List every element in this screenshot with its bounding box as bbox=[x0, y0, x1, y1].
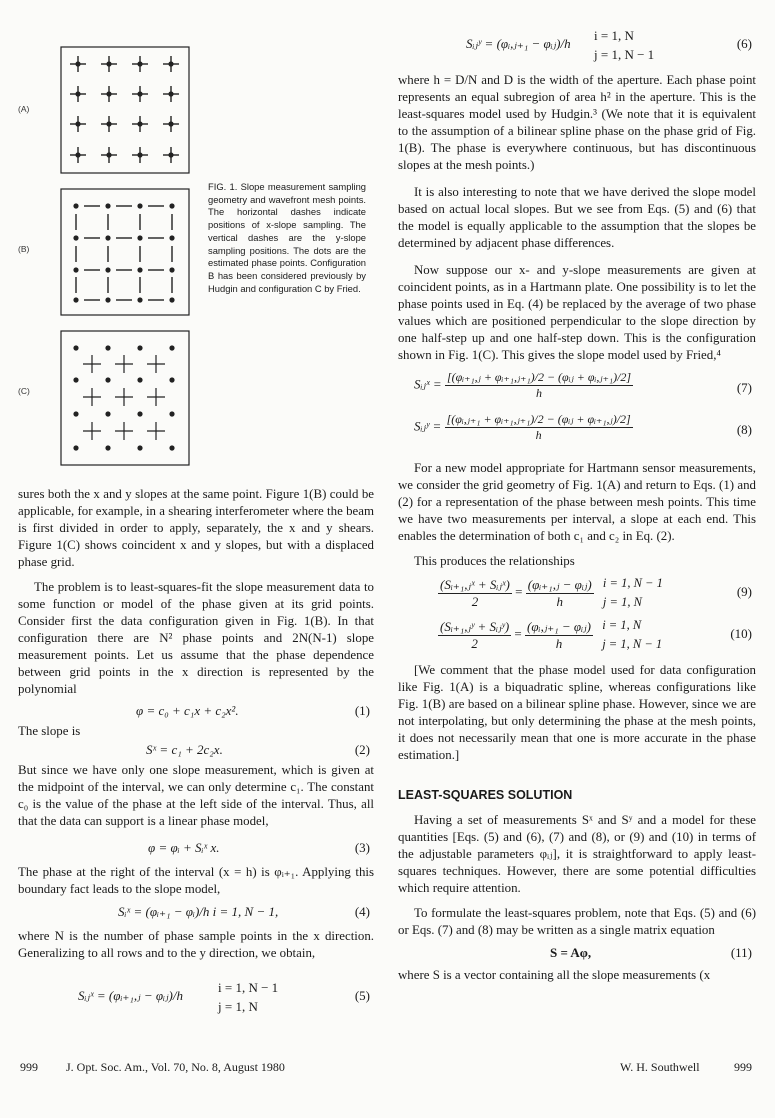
phase-point bbox=[137, 61, 142, 66]
left-paragraph-1: sures both the x and y slopes at the same point. Figure 1(B) could be applicable, for example, in a shearing interferometer where the beam is first divided in order to apply, separately, the x and y shears. Figure 1(C) shows coincident x and y slopes, but with a displaced phase grid. bbox=[18, 487, 374, 569]
right-paragraph-7: Having a set of measurements Sˣ and Sʸ and a model for these quantities [Eqs. (5) and (6), (7) and (8), or (9) and (10) in terms of the adjustable parameters φᵢⱼ], it is straightforward to apply least-squares techniques. However, there are some potential difficulties which require attention. bbox=[398, 813, 756, 895]
footer-author: W. H. Southwell bbox=[620, 1060, 700, 1074]
equation-10-rhs-denominator: h bbox=[555, 635, 563, 651]
right-paragraph-8: To formulate the least-squares problem, note that Eqs. (5) and (6) or Eqs. (7) and (8) may be written as a single matrix equation bbox=[398, 906, 756, 937]
equation-1 bbox=[18, 703, 374, 723]
equation-9-cond-2: j = 1, N bbox=[602, 595, 642, 609]
phase-point bbox=[169, 445, 174, 450]
phase-point bbox=[105, 345, 110, 350]
equation-6-lhs: Sᵢⱼʸ = (φᵢ,ⱼ₊₁ − φᵢⱼ)/h bbox=[466, 36, 571, 51]
phase-point bbox=[137, 152, 142, 157]
phase-point bbox=[73, 345, 78, 350]
phase-point bbox=[169, 411, 174, 416]
phase-point bbox=[169, 297, 174, 302]
equation-11 bbox=[398, 945, 756, 965]
phase-point bbox=[73, 203, 78, 208]
phase-point bbox=[137, 121, 142, 126]
equation-2 bbox=[18, 742, 374, 762]
left-paragraph-2: The problem is to least-squares-fit the slope measurement data to some function or model of the phase given at its grid points. Consider first the data configuration given in Fig. 1(B). In that configuration there are N² phase points and 2N(N-1) slope measurement points. Let us assume that the phase dependence between grid points in the x direction is represented by the polynomial bbox=[18, 580, 374, 696]
equation-3 bbox=[18, 840, 374, 860]
figure-panel-a bbox=[60, 46, 190, 174]
equation-6-cond-2: j = 1, N − 1 bbox=[594, 47, 655, 62]
phase-point bbox=[169, 345, 174, 350]
figure-caption: FIG. 1. Slope measurement sampling geometry and wavefront mesh points. The horizontal dashes indicate positions of x-slope sampling. The vertical dashes are the y-slope sampling positions. The dots are the estimated phase points. Configuration B has been considered previously by Hudgin and configuration C by Fried. bbox=[208, 181, 366, 294]
phase-point bbox=[105, 235, 110, 240]
phase-point bbox=[106, 121, 111, 126]
phase-point bbox=[75, 121, 80, 126]
equation-10-body: $\frac{\text{(Sᵢ₊₁,ⱼʸ + Sᵢⱼʸ)}}{2}$ = $\frac{\text{(φᵢ,ⱼ₊₁ − φᵢⱼ)}}{h}$ i = 1, N j = 1, N − 1 bbox=[438, 616, 662, 654]
left-paragraph-5: The phase at the right of the interval (x = h) is φᵢ₊₁. Applying this boundary fact leads to the slope model, bbox=[18, 865, 374, 896]
right-paragraph-5: This produces the relationships bbox=[414, 554, 575, 568]
phase-point bbox=[73, 297, 78, 302]
equation-9-rhs-numerator: (φᵢ₊₁,ⱼ − φᵢⱼ) bbox=[527, 576, 592, 592]
equation-6 bbox=[398, 24, 756, 64]
equation-8-denominator: h bbox=[535, 428, 542, 442]
equation-5-cond-2: j = 1, N bbox=[218, 999, 258, 1014]
right-paragraph-6: [We comment that the phase model used for data configuration like Fig. 1(A) is a biquadratic spline, whereas configurations like Fig. 1(B) are based on a bilinear spline phase. However, since we are not interpolating, but only determining the phase at the mesh points, it does not necessarily mean that one is more accurate in the phase estimation.] bbox=[398, 663, 756, 762]
equation-6-conditions bbox=[594, 26, 654, 64]
figure-label-b: (B) bbox=[18, 244, 30, 254]
right-paragraph-3: Now suppose our x- and y-slope measurements are given at coincident points, as in a Hartmann plate. One possibility is to let the phase points used in Eq. (4) be replaced by the average of two phase values which are positioned perpendicular to the slope direction by one half-step up and one half-step down. This is the configuration shown in Fig. 1(C). This gives the slope model used by Fried,⁴ bbox=[398, 263, 756, 362]
section-heading: LEAST-SQUARES SOLUTION bbox=[398, 788, 573, 802]
equation-10-number: (10) bbox=[730, 626, 752, 641]
phase-point bbox=[75, 152, 80, 157]
phase-point bbox=[169, 235, 174, 240]
phase-point bbox=[73, 377, 78, 382]
phase-point bbox=[137, 91, 142, 96]
left-column bbox=[18, 486, 374, 1018]
equation-11-body: S = Aφ, bbox=[550, 945, 592, 960]
equation-10-cond-2: j = 1, N − 1 bbox=[602, 637, 663, 651]
right-paragraph-1: where h = D/N and D is the width of the aperture. Each phase point represents an equal subregion of area h² in the aperture. This is the least-squares model used by Hudgin.³ (We note that it is equivalent to the assumption of a bilinear spline phase on the phase grid of Fig. 1(B). The phase is everywhere continuous, but has discontinuous slopes at the mesh points.) bbox=[398, 73, 756, 172]
phase-point bbox=[105, 411, 110, 416]
equation-9-rhs-denominator: h bbox=[556, 593, 563, 609]
footer-right-page-number: 999 bbox=[734, 1060, 752, 1074]
phase-point bbox=[137, 267, 142, 272]
phase-point bbox=[168, 91, 173, 96]
equation-10-denominator: 2 bbox=[471, 635, 478, 651]
phase-point bbox=[73, 235, 78, 240]
equation-9 bbox=[398, 574, 756, 614]
equation-9-body: $\frac{\text{(Sᵢ₊₁,ⱼˣ + Sᵢⱼˣ)}}{2}$ = $\frac{\text{(φᵢ₊₁,ⱼ − φᵢⱼ)}}{h}$ i = 1, N − 1 j = 1, N bbox=[438, 574, 663, 612]
panel-b-border bbox=[61, 189, 189, 315]
equation-8-body bbox=[414, 412, 633, 443]
equation-6-cond-1: i = 1, N bbox=[594, 28, 634, 43]
right-paragraph-2: It is also interesting to note that we have derived the slope model based on actual local slopes. But we see from Eqs. (5) and (6) that the model is equally applicable to the assumption that the slopes be determined by adjacent phase differences. bbox=[398, 185, 756, 250]
phase-point bbox=[168, 121, 173, 126]
equation-9-number: (9) bbox=[736, 584, 752, 599]
phase-point bbox=[137, 345, 142, 350]
equation-10-rhs-numerator: (φᵢ,ⱼ₊₁ − φᵢⱼ) bbox=[527, 618, 591, 634]
figure-panel-b bbox=[60, 188, 190, 316]
equation-9-cond-1: i = 1, N − 1 bbox=[602, 576, 663, 590]
equation-7-lhs: Sᵢⱼˣ = bbox=[414, 376, 442, 392]
equation-5-conditions bbox=[218, 978, 278, 1016]
phase-point bbox=[106, 91, 111, 96]
figure-label-a: (A) bbox=[18, 104, 30, 114]
equation-8-number: (8) bbox=[736, 422, 752, 437]
equation-10 bbox=[398, 616, 756, 656]
left-paragraph-4: But since we have only one slope measurement, which is given at the midpoint of the interval, we can only determine c₁. The constant c₀ is the value of the phase at the left side of the interval. Thus, all that the data can support is a linear phase model, bbox=[18, 763, 374, 828]
equation-8 bbox=[398, 412, 756, 450]
phase-point bbox=[169, 203, 174, 208]
phase-point bbox=[105, 377, 110, 382]
equation-5-number: (5) bbox=[354, 988, 370, 1003]
left-paragraph-3: The slope is bbox=[18, 724, 81, 738]
equation-4-number: (4) bbox=[354, 904, 370, 919]
equation-9-denominator: 2 bbox=[471, 593, 479, 609]
phase-point bbox=[105, 297, 110, 302]
left-paragraph-6: where N is the number of phase sample points in the x direction. Generalizing to all rows and to the y direction, we obtain, bbox=[18, 929, 374, 960]
phase-point bbox=[137, 445, 142, 450]
footer-journal: J. Opt. Soc. Am., Vol. 70, No. 8, August 1980 bbox=[66, 1060, 285, 1074]
equation-5-lhs: Sᵢⱼˣ = (φᵢ₊₁,ⱼ − φᵢⱼ)/h bbox=[78, 988, 183, 1003]
right-column bbox=[398, 24, 756, 984]
phase-point bbox=[168, 61, 173, 66]
equation-7-number: (7) bbox=[736, 380, 752, 395]
equation-5-cond-1: i = 1, N − 1 bbox=[218, 980, 279, 995]
equation-4 bbox=[18, 904, 374, 924]
phase-point bbox=[168, 152, 173, 157]
equation-1-number: (1) bbox=[354, 703, 370, 718]
right-paragraph-9: where S is a vector containing all the slope measurements (x bbox=[398, 968, 711, 982]
equation-11-number: (11) bbox=[730, 945, 752, 960]
equation-5 bbox=[18, 978, 374, 1018]
equation-10-numerator: (Sᵢ₊₁,ⱼʸ + Sᵢⱼʸ) bbox=[440, 618, 510, 634]
phase-point bbox=[73, 267, 78, 272]
phase-point bbox=[169, 267, 174, 272]
equation-3-body: φ = φᵢ + Sᵢˣ x. bbox=[148, 840, 220, 855]
equation-8-numerator: [(φᵢ,ⱼ₊₁ + φᵢ₊₁,ⱼ₊₁)/2 − (φᵢⱼ + φᵢ₊₁,ⱼ)/2] bbox=[446, 412, 631, 426]
phase-point bbox=[169, 377, 174, 382]
phase-point bbox=[137, 203, 142, 208]
right-paragraph-4: For a new model appropriate for Hartmann sensor measurements, we consider the grid geometry of Fig. 1(A) and return to Eqs. (1) and (2) for a representation of the phase between mesh points. This time we have two measurements per interval, a slope at each end. This enables the determination of both c₁ and c₂ in Eq. (2). bbox=[398, 461, 756, 543]
equation-1-body: φ = c₀ + c₁x + c₂x². bbox=[136, 703, 239, 718]
equation-7-numerator: [(φᵢ₊₁,ⱼ + φᵢ₊₁,ⱼ₊₁)/2 − (φᵢⱼ + φᵢ,ⱼ₊₁)/2] bbox=[446, 370, 632, 384]
equation-2-number: (2) bbox=[354, 742, 370, 757]
equation-7-body bbox=[414, 370, 633, 401]
equation-7-denominator: h bbox=[536, 386, 542, 400]
equation-3-number: (3) bbox=[354, 840, 370, 855]
phase-point bbox=[73, 445, 78, 450]
equation-6-number: (6) bbox=[736, 36, 752, 51]
equation-7 bbox=[398, 370, 756, 408]
phase-point bbox=[106, 152, 111, 157]
phase-point bbox=[106, 61, 111, 66]
equation-9-numerator: (Sᵢ₊₁,ⱼˣ + Sᵢⱼˣ) bbox=[440, 576, 510, 592]
figure-panel-c bbox=[60, 330, 190, 466]
equation-10-cond-1: i = 1, N bbox=[602, 618, 642, 632]
phase-point bbox=[137, 235, 142, 240]
phase-point bbox=[137, 297, 142, 302]
figure-label-c: (C) bbox=[18, 386, 30, 396]
phase-point bbox=[73, 411, 78, 416]
equation-8-lhs: Sᵢⱼʸ = bbox=[414, 418, 442, 434]
panel-c-border bbox=[61, 331, 189, 465]
equation-2-body: Sˣ = c₁ + 2c₂x. bbox=[146, 742, 223, 757]
phase-point bbox=[137, 411, 142, 416]
phase-point bbox=[137, 377, 142, 382]
phase-point bbox=[105, 267, 110, 272]
equation-4-body: Sᵢˣ = (φᵢ₊₁ − φᵢ)/h i = 1, N − 1, bbox=[118, 904, 279, 919]
phase-point bbox=[105, 445, 110, 450]
footer-left-page-number: 999 bbox=[20, 1060, 38, 1074]
phase-point bbox=[105, 203, 110, 208]
phase-point bbox=[75, 91, 80, 96]
phase-point bbox=[75, 61, 80, 66]
